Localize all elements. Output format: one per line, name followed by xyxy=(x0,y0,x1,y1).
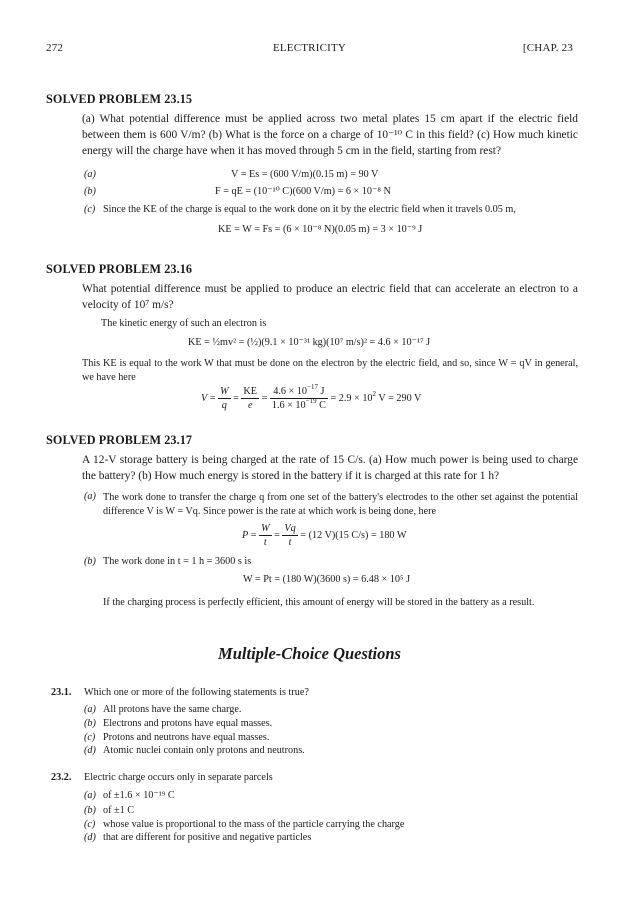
equation: KE = ½mv² = (½)(9.1 × 10⁻³¹ kg)(10⁷ m/s)² = 4.6 × 10⁻¹⁷ J xyxy=(188,337,431,348)
option-label: (d) xyxy=(84,832,96,843)
option-text: of ±1.6 × 10⁻¹⁹ C xyxy=(103,790,175,801)
part-text: The work done to transfer the charge q from one set of the battery's electrodes to the other set against the potential difference V is W = Vq. Since power is the rate at which work is being done, here xyxy=(103,492,578,517)
answer-option[interactable] xyxy=(84,704,241,715)
question-text: Electric charge occurs only in separate parcels xyxy=(84,772,273,783)
problem-statement: What potential difference must be applied to produce an electric field that can accelerate an electron to a velocity of 10⁷ m/s? xyxy=(82,283,578,311)
option-text: whose value is proportional to the mass of the particle carrying the charge xyxy=(103,819,405,830)
part-label: (c) xyxy=(84,204,96,215)
answer-option[interactable] xyxy=(84,832,311,843)
answer-option[interactable] xyxy=(84,745,305,756)
option-text: Electrons and protons have equal masses. xyxy=(103,718,273,729)
equation: F = qE = (10⁻¹⁰ C)(600 V/m) = 6 × 10⁻⁸ N xyxy=(215,186,391,197)
answer-option[interactable] xyxy=(84,805,134,816)
answer-option[interactable] xyxy=(84,718,272,729)
option-label: (a) xyxy=(84,790,96,801)
option-text: that are different for positive and negative particles xyxy=(103,832,312,843)
problem-title: SOLVED PROBLEM 23.15 xyxy=(46,92,193,106)
problem-title: SOLVED PROBLEM 23.16 xyxy=(46,262,193,276)
question-number: 23.1. xyxy=(51,687,72,698)
part-label: (b) xyxy=(84,186,96,197)
option-label: (b) xyxy=(84,718,96,729)
running-head: ELECTRICITY xyxy=(272,42,347,54)
option-text: of ±1 C xyxy=(103,805,135,816)
equation: V = Es = (600 V/m)(0.15 m) = 90 V xyxy=(231,169,379,180)
part-label: (a) xyxy=(84,169,96,180)
answer-option[interactable] xyxy=(84,790,175,801)
option-label: (c) xyxy=(84,732,96,743)
chapter-ref: [CHAP. 23 xyxy=(522,42,573,54)
problem-statement: A 12-V storage battery is being charged at the rate of 15 C/s. (a) How much power is being used to charge the battery? (b) How much energy is stored in the battery if it is charged at this rate for 1 h? xyxy=(82,454,578,482)
intro-text: The kinetic energy of such an electron is xyxy=(101,318,267,329)
part-text: Since the KE of the charge is equal to the work done on it by the electric field when it travels 0.05 m, xyxy=(103,204,516,215)
answer-option[interactable] xyxy=(84,819,404,830)
part-label: (a) xyxy=(84,491,96,502)
option-text: All protons have the same charge. xyxy=(103,704,242,715)
conclusion-text: If the charging process is perfectly efficient, this amount of energy will be stored in the battery as a result. xyxy=(103,597,535,608)
part-label: (b) xyxy=(84,556,96,567)
option-label: (b) xyxy=(84,805,96,816)
equation: W = Pt = (180 W)(3600 s) = 6.48 × 10⁵ J xyxy=(243,574,411,585)
option-label: (c) xyxy=(84,819,96,830)
answer-option[interactable] xyxy=(84,732,269,743)
option-text: Protons and neutrons have equal masses. xyxy=(103,732,270,743)
option-text: Atomic nuclei contain only protons and neutrons. xyxy=(103,745,305,756)
question-number: 23.2. xyxy=(51,772,72,783)
equation: V = $\frac{W}{q}$ = $\frac{KE}{e}$ = $\frac{4.6 \times 10^{-17} J}{1.6 \times 10^{-19} C}$ = $2.9 \times 10^2$ V = 290 V xyxy=(201,383,422,411)
part-text: The work done in t = 1 h = 3600 s is xyxy=(103,556,252,567)
equation: KE = W = Fs = (6 × 10⁻⁸ N)(0.05 m) = 3 × 10⁻⁹ J xyxy=(218,224,423,235)
question-text: Which one or more of the following statements is true? xyxy=(84,687,309,698)
option-label: (d) xyxy=(84,745,96,756)
page-number: 272 xyxy=(46,42,64,54)
explanation-text: This KE is equal to the work W that must be done on the electron by the electric field, and so, since W = qV in general, we have here xyxy=(82,358,578,383)
option-label: (a) xyxy=(84,704,96,715)
problem-title: SOLVED PROBLEM 23.17 xyxy=(46,433,193,447)
section-title: Multiple-Choice Questions xyxy=(218,644,401,663)
equation: P = $\frac{W}{t}$ = $\frac{Vq}{t}$ = (12 V)(15 C/s) = 180 W xyxy=(242,523,407,548)
problem-statement: (a) What potential difference must be applied across two metal plates 15 cm apart if the electric field between them is 600 V/m? (b) What is the force on a charge of 10⁻¹⁰ C in this field? (c) How much kinetic energy will the charge have when it has moved through 5 cm in the field, starting from rest? xyxy=(82,113,578,157)
